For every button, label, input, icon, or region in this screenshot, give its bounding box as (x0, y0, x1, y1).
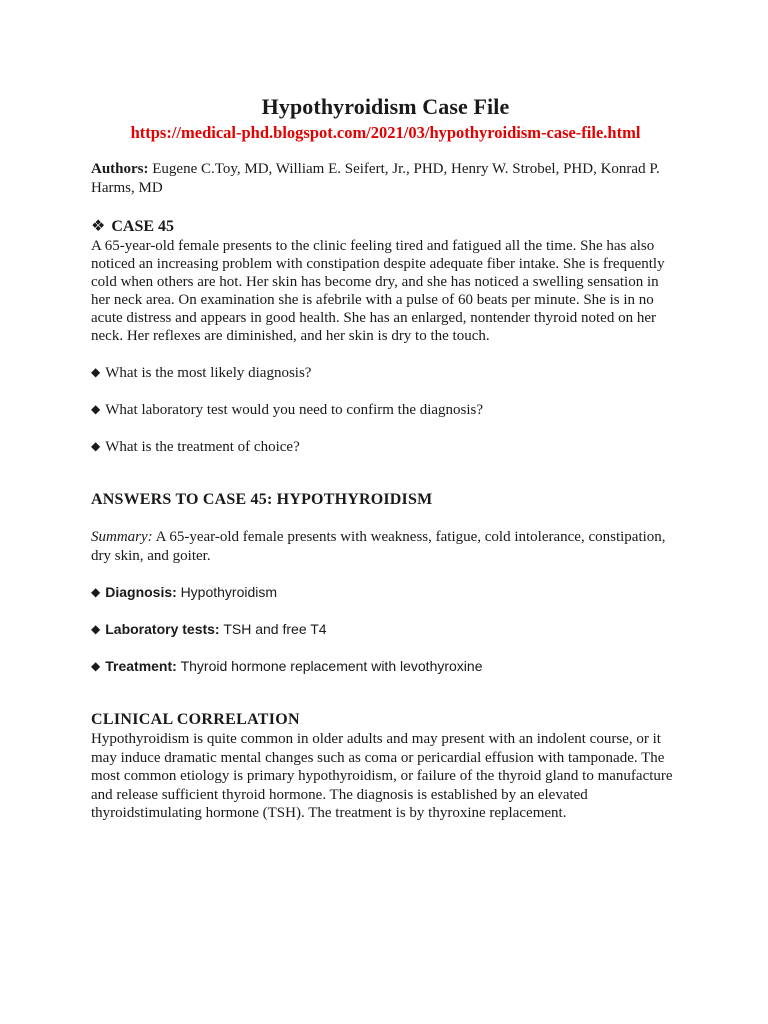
diamond-bullet-icon: ◆ (91, 402, 101, 416)
question-text: What is the most likely diagnosis? (105, 365, 312, 381)
case-heading-text: CASE 45 (111, 218, 175, 235)
answer-label: Diagnosis: (105, 584, 177, 600)
authors-line (91, 160, 680, 197)
authors-names: Eugene C.Toy, MD, William E. Seifert, Jr., PHD, Henry W. Strobel, PHD, Konrad P. Harms, MD (91, 161, 660, 196)
answer-label: Treatment: (105, 658, 177, 674)
answer-value: Thyroid hormone replacement with levothyroxine (180, 658, 483, 674)
answer-value: Hypothyroidism (180, 584, 278, 600)
answer-value: TSH and free T4 (223, 621, 327, 637)
question-item (91, 400, 680, 419)
answers-heading: ANSWERS TO CASE 45: HYPOTHYROIDISM (91, 491, 433, 508)
source-link[interactable]: https://medical-phd.blogspot.com/2021/03/hypothyroidism-case-file.html (130, 123, 641, 142)
answer-diagnosis (91, 583, 680, 602)
diamond-bullet-icon: ◆ (91, 659, 101, 673)
summary-text: A 65-year-old female presents with weakness, fatigue, cold intolerance, constipation, dry skin, and goiter. (91, 529, 666, 564)
clinical-correlation-heading: CLINICAL CORRELATION (91, 711, 300, 728)
summary-paragraph (91, 528, 680, 565)
question-text: What laboratory test would you need to confirm the diagnosis? (105, 402, 484, 418)
diamond-bullet-icon: ◆ (91, 585, 101, 599)
case-description: A 65-year-old female presents to the clinic feeling tired and fatigued all the time. She has also noticed an increasing problem with constipation despite adequate fiber intake. She is frequently cold when others are hot. Her skin has become dry, and she has noticed a swelling sensation in her neck area. On examination she is afebrile with a pulse of 60 beats per minute. She is in no acute distress and appears in good health. She has an enlarged, nontender thyroid noted on her neck. Her reflexes are diminished, and her skin is dry to the touch. (91, 238, 665, 344)
authors-label: Authors: (91, 161, 149, 177)
answer-label: Laboratory tests: (105, 621, 220, 637)
case-heading (91, 217, 680, 237)
diamond-bullet-icon: ◆ (91, 365, 101, 379)
summary-label: Summary: (91, 529, 153, 545)
answer-laboratory-tests (91, 620, 680, 639)
four-diamond-icon: ❖ (91, 218, 106, 235)
question-item (91, 437, 680, 456)
diamond-bullet-icon: ◆ (91, 622, 101, 636)
diamond-bullet-icon: ◆ (91, 439, 101, 453)
question-text: What is the treatment of choice? (105, 439, 300, 455)
clinical-correlation-text: Hypothyroidism is quite common in older adults and may present with an indolent course, or it may induce dramatic mental changes such as coma or pericardial effusion with tamponade. The most common etiology is primary hypothyroidism, or failure of the thyroid gland to manufacture and release sufficient thyroid hormone. The diagnosis is established by an elevated thyroidstimulating hormone (TSH). The treatment is by thyroxine replacement. (91, 731, 673, 821)
question-item (91, 363, 680, 382)
document-title: Hypothyroidism Case File (261, 94, 510, 119)
answer-treatment (91, 657, 680, 676)
